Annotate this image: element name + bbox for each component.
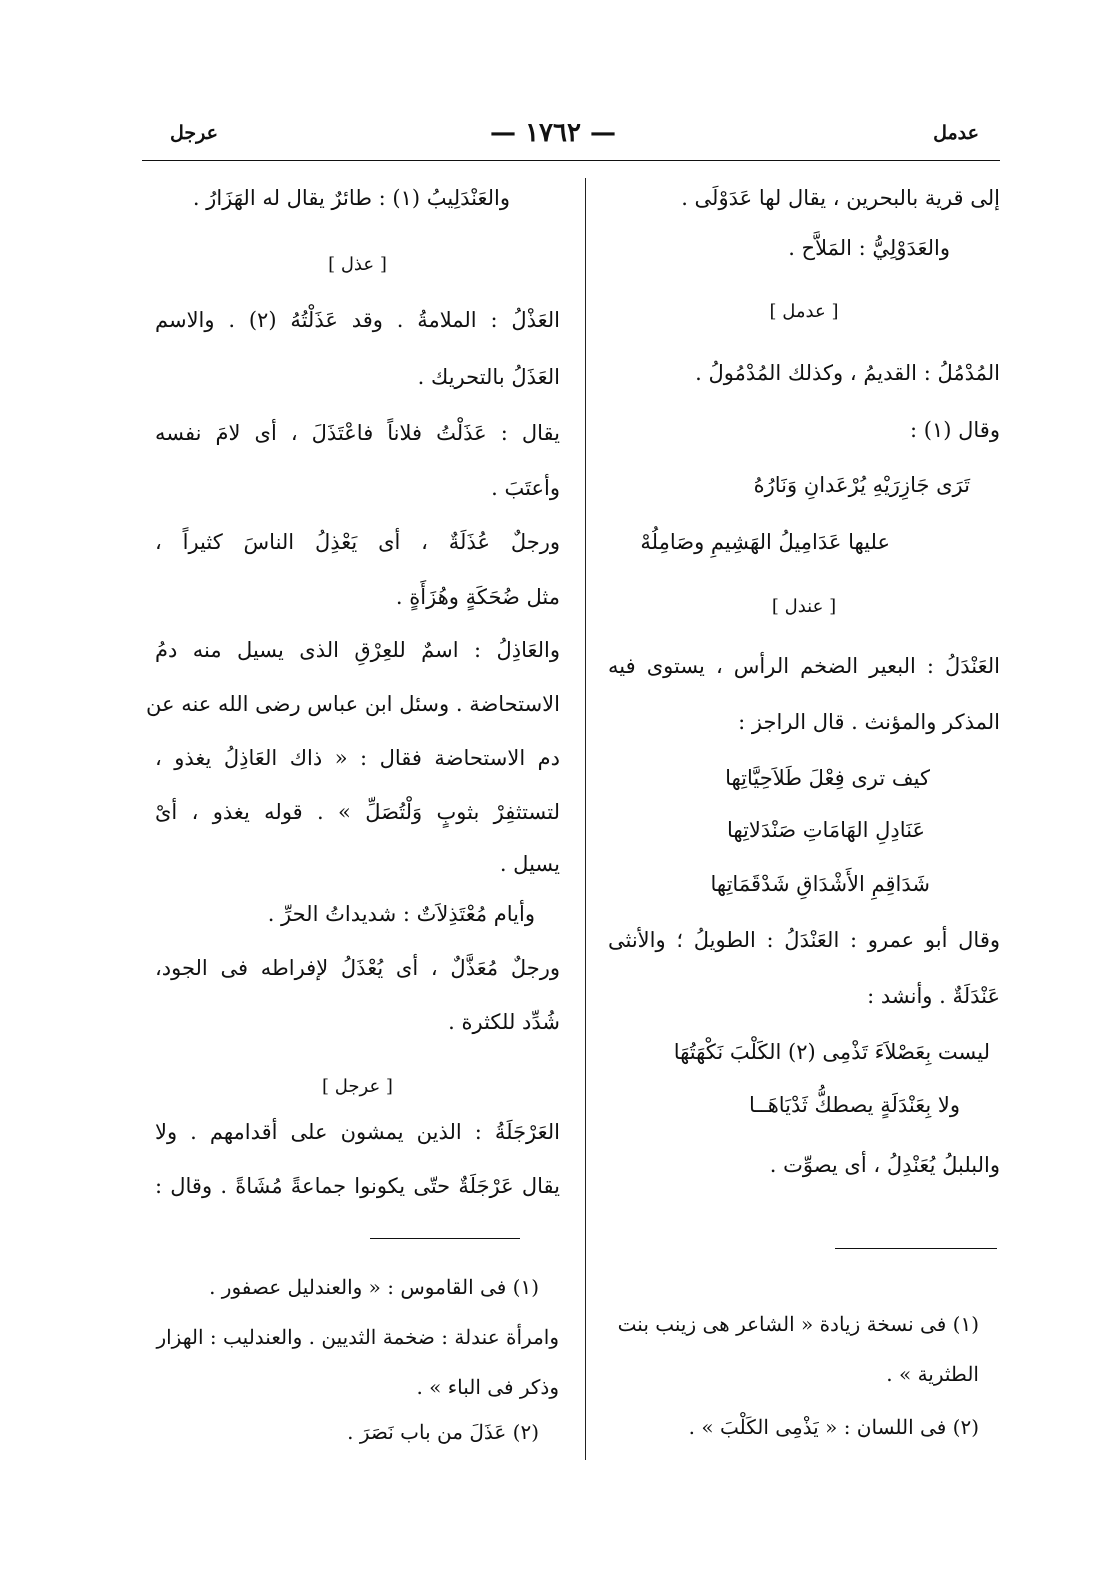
header-left-word: عرجل [170, 122, 218, 144]
text-line: وأعتَبَ . [491, 476, 560, 500]
section-heading: [ عندل ] [771, 596, 837, 617]
text-line: العَذْلُ : الملامةُ . وقد عَذَلْتُهُ (٢) . والاسم [155, 308, 560, 332]
column-divider [585, 178, 586, 1460]
verse-line: ولا بِعَنْدَلَةٍ يصطكُّ ثَدْيَاهَــا [748, 1093, 960, 1117]
text-line: يسيل . [499, 852, 560, 876]
text-line: المذكر والمؤنث . قال الراجز : [738, 710, 1000, 734]
verse-line: تَرَى جَازِرَيْهِ يُرْعَدانِ وَنَارُهُ [753, 473, 970, 497]
text-line: عَنْدَلَةٌ . وأنشد : [867, 984, 1000, 1008]
text-line: إلى قرية بالبحرين ، يقال لها عَدَوْلَى . [681, 186, 1000, 210]
text-line: وقال أبو عمرو : العَنْدَلُ : الطويلُ ؛ والأنثى [608, 928, 1000, 952]
section-heading: [ عرجل ] [322, 1076, 393, 1097]
header-rule [142, 160, 1000, 161]
page-number: — ١٧٦٢ — [490, 118, 616, 148]
footnote: (٢) فى اللسان : « يَذْمِى الكَلْبَ » . [688, 1415, 979, 1439]
text-line: يقال عَرْجَلَةٌ حتّى يكونوا جماعةً مُشَاةً . وقال : [155, 1174, 560, 1198]
footnote: (٢) عَذَلَ من باب نَصَرَ . [347, 1420, 539, 1444]
text-line: يقال : عَذَلْتُ فلاناً فاعْتَذَلَ ، أى لامَ نفسه [155, 421, 560, 445]
footnote: وذكر فى الباء » . [416, 1375, 559, 1399]
footnote: وامرأة عندلة : ضخمة الثديين . والعندليب : الهزار [156, 1325, 559, 1349]
text-line: شُدِّد للكثرة . [448, 1010, 560, 1034]
text-line: العَرْجَلَةُ : الذين يمشون على أقدامهم . ولا [155, 1120, 560, 1144]
text-line: والعَاذِلُ : اسمٌ للعِرْقِ الذى يسيل منه دمُ [155, 638, 560, 662]
verse-line: عَنَادِلِ الهَامَاتِ صَنْدَلاتِها [726, 818, 925, 842]
text-line: وقال (١) : [910, 418, 1000, 442]
text-line: والعَدَوْلِيُّ : المَلاَّح . [788, 236, 950, 260]
text-line: العَنْدَلُ : البعير الضخم الرأس ، يستوى فيه [608, 654, 1000, 678]
verse-line: ليست بِعَصْلاَءَ تَذْمِى (٢) الكَلْبَ نَكْهَتُهَا [673, 1040, 990, 1064]
verse-line: شَدَاقِمِ الأَشْدَاقِ شَدْقَمَاتِها [710, 872, 930, 896]
header-right-word: عدمل [933, 122, 979, 144]
footnote-rule-right [835, 1248, 997, 1249]
text-line: والعَنْدَلِيبُ (١) : طائرٌ يقال له الهَزَارُ . [192, 186, 510, 210]
footnote: (١) فى نسخة زيادة « الشاعر هى زينب بنت [617, 1312, 979, 1336]
text-line: العَذَلُ بالتحريك . [417, 365, 560, 389]
text-line: الاستحاضة . وسئل ابن عباس رضى الله عنه عن [146, 692, 560, 716]
footnote: الطثرية » . [886, 1362, 979, 1386]
text-line: مثل ضُحَكَةٍ وهُزَأَةٍ . [395, 585, 560, 609]
text-line: دم الاستحاضة فقال : « ذاك العَاذِلُ يغذو ، [155, 746, 560, 770]
verse-line: عليها عَدَامِيلُ الهَشِيمِ وصَامِلُهْ [640, 530, 890, 554]
section-heading: [ عدمل ] [769, 301, 839, 322]
text-line: المُدْمُلُ : القديمُ ، وكذلك المُدْمُولُ . [695, 361, 1000, 385]
text-line: ورجلٌ عُذَلَةٌ ، أى يَعْذِلُ الناسَ كثيراً ، [155, 530, 560, 554]
footnote-rule-left [370, 1238, 520, 1239]
text-line: ورجلٌ مُعَذَّلٌ ، أى يُعْذَلُ لإفراطه فى الجود، [155, 956, 560, 980]
text-line: لتستثفِرْ بثوبٍ وَلْتُصَلِّ » . قوله يغذو ، أىْ [155, 800, 560, 824]
text-line: وأيام مُعْتَذِلاَتٌ : شديداتُ الحرِّ . [267, 902, 535, 926]
verse-line: كيف ترى فِعْلَ طَلاَحِيَّاتِها [725, 766, 930, 790]
text-line: والبلبلُ يُعَنْدِلُ ، أى يصوِّت . [769, 1153, 1000, 1177]
footnote: (١) فى القاموس : « والعندليل عصفور . [209, 1275, 539, 1299]
section-heading: [ عذل ] [328, 254, 387, 275]
